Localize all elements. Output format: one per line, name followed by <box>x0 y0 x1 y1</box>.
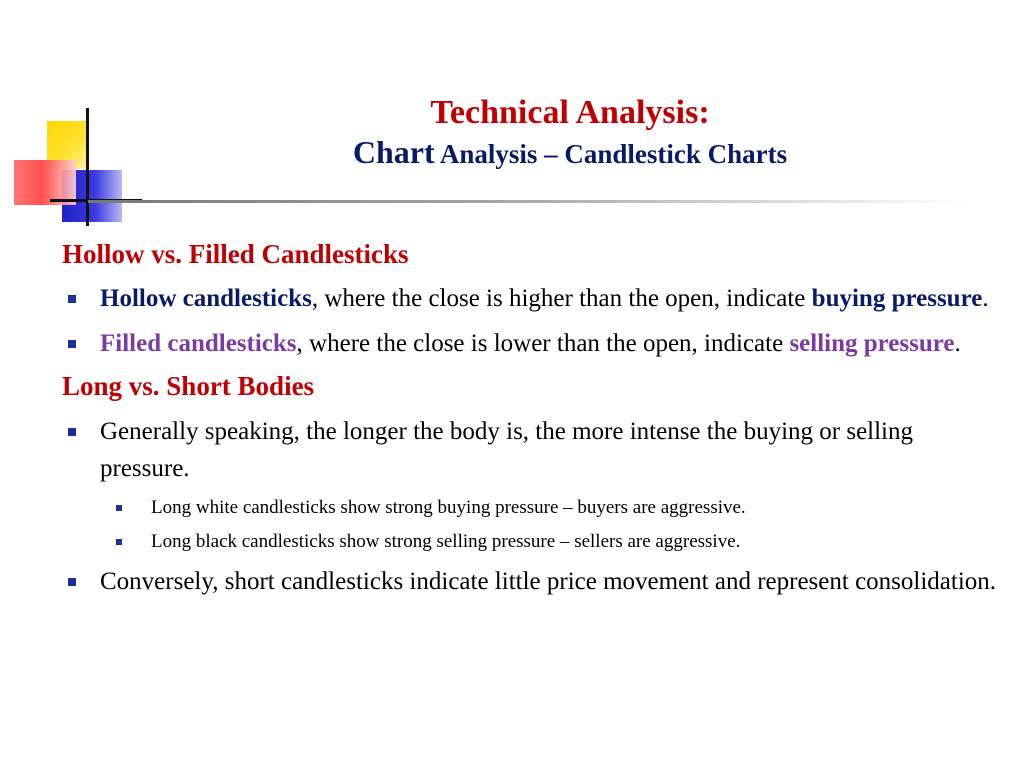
square-bullet-icon <box>68 295 76 303</box>
section-heading-hollow-vs-filled: Hollow vs. Filled Candlesticks <box>62 239 409 269</box>
sub-bullet-text: Long white candlesticks show strong buying pressure – buyers are aggressive. <box>151 496 746 518</box>
bullet-text: Conversely, short candlesticks indicate little price movement and represent consolidation. <box>100 567 997 595</box>
term-hollow-candlesticks: Hollow candlesticks <box>100 285 312 313</box>
sub-bullet-long-black <box>62 529 1002 555</box>
bullet-hollow-candlesticks <box>62 280 1002 317</box>
bullet-longer-body <box>62 413 1002 487</box>
sub-bullet-text: Long black candlesticks show strong selling pressure – sellers are aggressive. <box>151 530 741 552</box>
bullet-text: , where the close is lower than the open, indicate <box>296 330 790 358</box>
term-filled-candlesticks: Filled candlesticks <box>100 330 297 358</box>
bullet-text: , where the close is higher than the open, indicate <box>311 285 812 313</box>
bullet-filled-candlesticks <box>62 325 1002 362</box>
square-bullet-icon <box>68 428 76 436</box>
bullet-short-candlesticks <box>62 563 1002 600</box>
emphasis-selling-pressure: selling pressure <box>789 330 955 358</box>
title-line-2-word-chart: Chart <box>352 134 435 171</box>
title-line-1: Technical Analysis: <box>430 94 710 131</box>
bullet-end: . <box>954 330 961 358</box>
square-bullet-icon <box>116 505 122 511</box>
slide-content <box>62 238 1002 608</box>
sub-bullet-long-white <box>62 495 1002 521</box>
title-line-2-rest: Analysis – Candlestick Charts <box>434 139 788 170</box>
square-bullet-icon <box>116 539 122 545</box>
emphasis-buying-pressure: buying pressure <box>811 285 983 313</box>
slide-title <box>270 92 870 173</box>
decorative-squares-logo <box>0 0 150 230</box>
section-heading-long-vs-short: Long vs. Short Bodies <box>62 371 315 402</box>
title-line-2 <box>270 133 870 172</box>
bullet-text: Generally speaking, the longer the body is, the more intense the buying or selling pressure. <box>100 417 914 482</box>
square-bullet-icon <box>68 340 76 348</box>
bullet-end: . <box>982 285 989 313</box>
square-bullet-icon <box>68 578 76 586</box>
title-divider-line <box>88 200 968 203</box>
logo-vertical-line <box>86 108 89 226</box>
